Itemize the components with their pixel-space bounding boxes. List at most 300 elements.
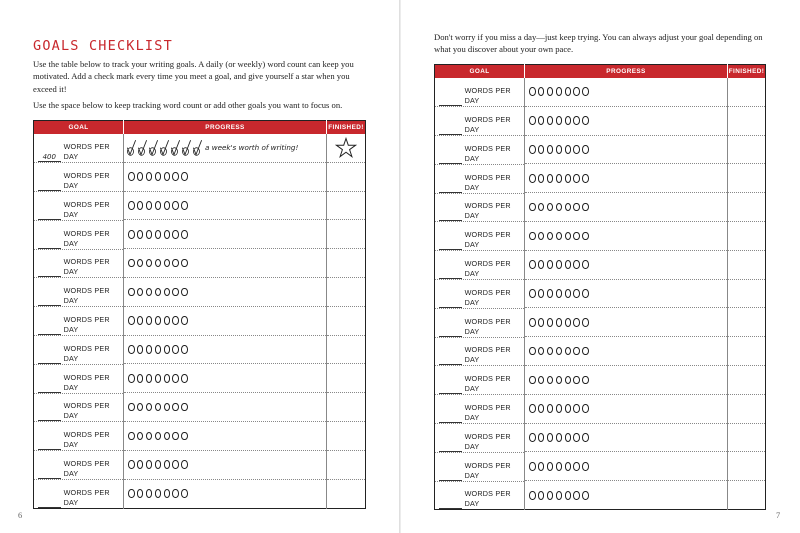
progress-circle[interactable] — [172, 230, 179, 239]
progress-circle[interactable] — [582, 87, 589, 96]
progress-circle[interactable] — [181, 432, 188, 441]
progress-circle[interactable] — [137, 172, 144, 181]
progress-circle[interactable] — [155, 259, 162, 268]
progress-circles — [525, 462, 727, 471]
progress-cell — [124, 450, 327, 479]
progress-circle[interactable] — [556, 347, 563, 356]
word-count-field[interactable] — [38, 440, 61, 450]
progress-circle[interactable] — [538, 260, 545, 269]
progress-circle[interactable] — [538, 376, 545, 385]
progress-circle[interactable] — [155, 230, 162, 239]
progress-circle[interactable] — [529, 462, 536, 471]
progress-circle[interactable] — [529, 376, 536, 385]
word-count-field[interactable] — [38, 239, 61, 249]
progress-circle[interactable] — [128, 288, 135, 297]
progress-circle[interactable] — [155, 201, 162, 210]
goal-cell — [34, 450, 123, 479]
progress-circle[interactable] — [529, 404, 536, 413]
progress-circle[interactable] — [582, 376, 589, 385]
progress-circle[interactable] — [529, 433, 536, 442]
progress-circle[interactable] — [556, 404, 563, 413]
progress-circle[interactable] — [137, 316, 144, 325]
progress-circle[interactable] — [582, 232, 589, 241]
word-count-field[interactable] — [439, 442, 462, 452]
progress-circle[interactable] — [565, 491, 572, 500]
progress-circle[interactable] — [128, 316, 135, 325]
word-count-field[interactable] — [439, 384, 462, 394]
finished-cell[interactable] — [327, 277, 366, 306]
progress-circle[interactable] — [538, 433, 545, 442]
encouragement-paragraph: Don't worry if you miss a day—just keep trying. You can always adjust your goal depending on what you discover about your own pace. — [434, 32, 763, 55]
progress-circle[interactable] — [155, 172, 162, 181]
progress-circle[interactable] — [146, 489, 153, 498]
progress-circle[interactable] — [128, 172, 135, 181]
goal-cell — [34, 134, 123, 163]
progress-circle[interactable] — [573, 232, 580, 241]
table-row — [435, 106, 766, 135]
progress-circle[interactable] — [556, 145, 563, 154]
progress-circle[interactable] — [164, 432, 171, 441]
progress-circle[interactable] — [556, 318, 563, 327]
progress-circle[interactable] — [573, 318, 580, 327]
progress-circle[interactable] — [565, 87, 572, 96]
progress-circle[interactable] — [137, 432, 144, 441]
progress-circle[interactable] — [172, 403, 179, 412]
progress-circle[interactable] — [137, 460, 144, 469]
progress-circle[interactable] — [146, 345, 153, 354]
progress-circle[interactable] — [538, 404, 545, 413]
word-count-field[interactable] — [439, 327, 462, 337]
finished-cell[interactable] — [327, 249, 366, 278]
progress-circle[interactable] — [547, 289, 554, 298]
goal-unit-label: WORDS PER DAY — [464, 345, 511, 365]
progress-circle[interactable] — [172, 374, 179, 383]
progress-circle[interactable] — [529, 116, 536, 125]
progress-circle[interactable] — [547, 404, 554, 413]
progress-circle[interactable] — [164, 288, 171, 297]
progress-circle[interactable] — [172, 345, 179, 354]
finished-cell[interactable] — [327, 335, 366, 364]
page-number: 6 — [18, 511, 23, 520]
progress-circles — [124, 489, 326, 498]
progress-circle[interactable] — [556, 87, 563, 96]
table-row — [435, 423, 766, 452]
progress-circle[interactable] — [128, 374, 135, 383]
progress-circle[interactable] — [556, 260, 563, 269]
progress-circle[interactable] — [137, 345, 144, 354]
progress-circle[interactable] — [582, 145, 589, 154]
progress-cell — [124, 162, 327, 191]
goal-unit-label: WORDS PER DAY — [464, 259, 511, 279]
progress-circle[interactable] — [164, 201, 171, 210]
progress-circle[interactable] — [556, 376, 563, 385]
progress-circle[interactable] — [164, 374, 171, 383]
progress-circle[interactable] — [582, 404, 589, 413]
progress-circle[interactable] — [538, 462, 545, 471]
progress-circle[interactable] — [146, 288, 153, 297]
progress-circle[interactable] — [582, 462, 589, 471]
word-count-field[interactable] — [439, 269, 462, 279]
progress-circle[interactable] — [146, 259, 153, 268]
progress-circle[interactable] — [181, 230, 188, 239]
goal-cell — [34, 479, 123, 508]
word-count-field[interactable] — [38, 498, 61, 508]
progress-circle[interactable] — [181, 316, 188, 325]
progress-circle[interactable] — [538, 203, 545, 212]
progress-circle[interactable] — [538, 318, 545, 327]
word-count-field[interactable] — [38, 411, 61, 421]
goal-cell — [34, 249, 123, 278]
progress-circle[interactable] — [172, 172, 179, 181]
progress-circle[interactable] — [146, 230, 153, 239]
progress-circle[interactable] — [556, 232, 563, 241]
progress-circle[interactable] — [146, 172, 153, 181]
progress-circle[interactable] — [573, 404, 580, 413]
progress-circle[interactable] — [164, 403, 171, 412]
finished-cell[interactable] — [327, 364, 366, 393]
word-count-field[interactable] — [439, 355, 462, 365]
progress-circles — [124, 374, 326, 383]
progress-circle[interactable] — [164, 316, 171, 325]
progress-cell — [525, 481, 728, 510]
word-count-field[interactable] — [439, 125, 462, 135]
word-count-field[interactable] — [439, 413, 462, 423]
finished-cell[interactable] — [327, 220, 366, 249]
progress-circle[interactable] — [155, 288, 162, 297]
progress-circle[interactable] — [565, 174, 572, 183]
progress-circle[interactable] — [181, 460, 188, 469]
progress-circle[interactable] — [155, 374, 162, 383]
progress-circle[interactable] — [573, 347, 580, 356]
progress-circle[interactable] — [137, 489, 144, 498]
finished-cell[interactable] — [327, 421, 366, 450]
progress-circle[interactable] — [556, 289, 563, 298]
progress-circle[interactable] — [146, 460, 153, 469]
progress-circles — [124, 432, 326, 441]
progress-circle[interactable] — [137, 259, 144, 268]
progress-circle[interactable] — [547, 87, 554, 96]
progress-circle[interactable] — [547, 232, 554, 241]
word-count-field[interactable] — [38, 325, 61, 335]
progress-circle[interactable] — [556, 462, 563, 471]
progress-circle[interactable] — [573, 87, 580, 96]
goal-unit-label: WORDS PER DAY — [464, 115, 511, 135]
progress-circle[interactable] — [155, 345, 162, 354]
finished-cell[interactable] — [728, 308, 766, 337]
progress-circle[interactable] — [164, 230, 171, 239]
progress-circle[interactable] — [181, 172, 188, 181]
progress-circle[interactable] — [547, 491, 554, 500]
progress-circle[interactable] — [582, 318, 589, 327]
progress-cell — [525, 423, 728, 452]
progress-circle[interactable] — [547, 318, 554, 327]
progress-circle[interactable] — [582, 491, 589, 500]
word-count-field[interactable] — [439, 471, 462, 481]
progress-circle[interactable] — [547, 174, 554, 183]
progress-circle[interactable] — [172, 432, 179, 441]
progress-cell — [124, 277, 327, 306]
progress-circle[interactable] — [172, 259, 179, 268]
progress-circle[interactable] — [538, 145, 545, 154]
word-count-field[interactable] — [38, 354, 61, 364]
word-count-field[interactable]: 400 — [38, 152, 61, 162]
progress-circle[interactable] — [128, 259, 135, 268]
progress-circle[interactable] — [573, 289, 580, 298]
finished-cell[interactable] — [728, 78, 766, 107]
progress-circle[interactable] — [128, 460, 135, 469]
finished-cell[interactable] — [728, 423, 766, 452]
progress-circle[interactable] — [556, 203, 563, 212]
progress-circle[interactable] — [164, 460, 171, 469]
progress-circle[interactable] — [565, 376, 572, 385]
finished-cell[interactable] — [728, 164, 766, 193]
goal-unit-label: WORDS PER DAY — [464, 86, 511, 106]
check-marks — [124, 139, 326, 157]
header-finished: FINISHED! — [728, 65, 766, 78]
finished-cell[interactable] — [327, 134, 366, 163]
word-count-field[interactable] — [38, 469, 61, 479]
finished-cell[interactable] — [327, 306, 366, 335]
progress-circle[interactable] — [547, 203, 554, 212]
goal-unit-label: WORDS PER DAY — [464, 230, 511, 250]
progress-circles — [525, 174, 727, 183]
progress-circle[interactable] — [172, 489, 179, 498]
progress-circle[interactable] — [582, 203, 589, 212]
progress-circle[interactable] — [556, 491, 563, 500]
finished-cell[interactable] — [728, 250, 766, 279]
progress-circle[interactable] — [164, 172, 171, 181]
progress-circle[interactable] — [181, 288, 188, 297]
finished-cell[interactable] — [327, 393, 366, 422]
progress-cell — [525, 193, 728, 222]
word-count-field[interactable] — [439, 211, 462, 221]
progress-circle[interactable] — [172, 201, 179, 210]
progress-circle[interactable] — [181, 374, 188, 383]
progress-circle[interactable] — [565, 232, 572, 241]
word-count-field[interactable] — [38, 296, 61, 306]
header-goal: GOAL — [34, 121, 124, 134]
progress-circle[interactable] — [128, 345, 135, 354]
progress-circle[interactable] — [146, 403, 153, 412]
finished-cell[interactable] — [327, 479, 366, 508]
progress-circle[interactable] — [573, 491, 580, 500]
progress-circle[interactable] — [538, 174, 545, 183]
progress-circle[interactable] — [556, 174, 563, 183]
progress-circle[interactable] — [565, 116, 572, 125]
progress-circle[interactable] — [573, 260, 580, 269]
goal-unit-label: WORDS PER DAY — [63, 257, 110, 277]
progress-cell — [525, 164, 728, 193]
goal-cell — [34, 335, 123, 364]
progress-circles — [525, 232, 727, 241]
progress-circle[interactable] — [547, 462, 554, 471]
finished-cell[interactable] — [728, 365, 766, 394]
finished-cell[interactable] — [728, 337, 766, 366]
progress-circle[interactable] — [529, 232, 536, 241]
progress-circles — [525, 404, 727, 413]
progress-circle[interactable] — [529, 318, 536, 327]
progress-circle[interactable] — [582, 433, 589, 442]
progress-circle[interactable] — [582, 116, 589, 125]
word-count-field[interactable] — [439, 240, 462, 250]
word-count-field[interactable] — [38, 383, 61, 393]
progress-circle[interactable] — [181, 489, 188, 498]
progress-circle[interactable] — [155, 403, 162, 412]
progress-circle[interactable] — [538, 232, 545, 241]
progress-circle[interactable] — [565, 260, 572, 269]
progress-circle[interactable] — [565, 433, 572, 442]
progress-circle[interactable] — [146, 432, 153, 441]
progress-circle[interactable] — [146, 316, 153, 325]
progress-cell — [525, 308, 728, 337]
progress-circle[interactable] — [137, 201, 144, 210]
progress-circle[interactable] — [565, 404, 572, 413]
progress-circle[interactable] — [172, 460, 179, 469]
goal-cell — [34, 220, 123, 249]
progress-cell — [124, 421, 327, 450]
progress-circle[interactable] — [547, 347, 554, 356]
progress-circle[interactable] — [529, 145, 536, 154]
word-count-field[interactable] — [439, 499, 462, 509]
progress-circles — [124, 316, 326, 325]
table-row — [435, 481, 766, 510]
progress-circle[interactable] — [146, 374, 153, 383]
progress-circle[interactable] — [538, 289, 545, 298]
finished-cell[interactable] — [728, 135, 766, 164]
word-count-field[interactable] — [439, 183, 462, 193]
progress-circle[interactable] — [137, 288, 144, 297]
progress-circle[interactable] — [128, 201, 135, 210]
progress-circle[interactable] — [181, 259, 188, 268]
progress-circle[interactable] — [565, 145, 572, 154]
progress-circle[interactable] — [529, 491, 536, 500]
goal-unit-label: WORDS PER DAY — [63, 142, 110, 162]
progress-circle[interactable] — [573, 116, 580, 125]
progress-circle[interactable] — [573, 174, 580, 183]
progress-circle[interactable] — [547, 145, 554, 154]
word-count-field[interactable] — [38, 267, 61, 277]
progress-circle[interactable] — [146, 201, 153, 210]
progress-circle[interactable] — [582, 174, 589, 183]
goal-unit-label: WORDS PER DAY — [464, 201, 511, 221]
progress-circles — [124, 403, 326, 412]
progress-circle[interactable] — [172, 316, 179, 325]
table-row — [34, 220, 366, 249]
progress-circle[interactable] — [538, 87, 545, 96]
progress-circle[interactable] — [565, 462, 572, 471]
progress-circle[interactable] — [582, 260, 589, 269]
progress-circle[interactable] — [137, 230, 144, 239]
progress-circle[interactable] — [181, 345, 188, 354]
table-row — [435, 279, 766, 308]
progress-circle[interactable] — [556, 116, 563, 125]
header-progress: PROGRESS — [525, 65, 728, 78]
progress-circle[interactable] — [573, 203, 580, 212]
progress-circle[interactable] — [582, 347, 589, 356]
progress-circle[interactable] — [164, 345, 171, 354]
goal-unit-label: WORDS PER DAY — [63, 459, 110, 479]
progress-circle[interactable] — [565, 203, 572, 212]
goal-unit-label: WORDS PER DAY — [464, 489, 511, 509]
progress-circle[interactable] — [155, 316, 162, 325]
finished-cell[interactable] — [728, 279, 766, 308]
page-number: 7 — [776, 511, 781, 520]
progress-circle[interactable] — [128, 432, 135, 441]
word-count-field[interactable] — [38, 210, 61, 220]
progress-circle[interactable] — [181, 403, 188, 412]
progress-circle[interactable] — [529, 203, 536, 212]
progress-circle[interactable] — [573, 376, 580, 385]
progress-circle[interactable] — [573, 433, 580, 442]
progress-circle[interactable] — [565, 347, 572, 356]
progress-circle[interactable] — [137, 403, 144, 412]
table-row — [34, 249, 366, 278]
progress-circle[interactable] — [181, 201, 188, 210]
progress-circle[interactable] — [547, 376, 554, 385]
finished-cell[interactable] — [327, 191, 366, 220]
goal-cell — [34, 421, 123, 450]
finished-cell[interactable] — [728, 452, 766, 481]
progress-circles — [525, 491, 727, 500]
progress-circle[interactable] — [547, 260, 554, 269]
progress-circle[interactable] — [529, 289, 536, 298]
progress-circle[interactable] — [164, 489, 171, 498]
progress-circle[interactable] — [529, 87, 536, 96]
progress-circle[interactable] — [582, 289, 589, 298]
finished-cell[interactable] — [728, 394, 766, 423]
word-count-field[interactable] — [38, 181, 61, 191]
progress-circle[interactable] — [547, 116, 554, 125]
progress-circle[interactable] — [155, 460, 162, 469]
progress-circle[interactable] — [137, 374, 144, 383]
progress-circle[interactable] — [547, 433, 554, 442]
progress-circle[interactable] — [155, 432, 162, 441]
word-count-field[interactable] — [439, 298, 462, 308]
table-row — [435, 135, 766, 164]
finished-cell[interactable] — [728, 481, 766, 510]
table-row — [435, 308, 766, 337]
progress-circle[interactable] — [556, 433, 563, 442]
progress-circle[interactable] — [565, 289, 572, 298]
progress-circle[interactable] — [128, 489, 135, 498]
finished-cell[interactable] — [728, 193, 766, 222]
finished-cell[interactable] — [728, 106, 766, 135]
progress-circle[interactable] — [529, 260, 536, 269]
progress-circle[interactable] — [573, 145, 580, 154]
progress-circles — [124, 230, 326, 239]
progress-circle[interactable] — [128, 230, 135, 239]
progress-circle[interactable] — [164, 259, 171, 268]
progress-circle[interactable] — [565, 318, 572, 327]
progress-circle[interactable] — [155, 489, 162, 498]
progress-circle[interactable] — [538, 116, 545, 125]
goal-unit-label: WORDS PER DAY — [464, 172, 511, 192]
finished-cell[interactable] — [327, 450, 366, 479]
progress-circle[interactable] — [128, 403, 135, 412]
progress-circle[interactable] — [538, 491, 545, 500]
progress-circle[interactable] — [538, 347, 545, 356]
word-count-field[interactable] — [439, 96, 462, 106]
finished-cell[interactable] — [728, 221, 766, 250]
finished-cell[interactable] — [327, 162, 366, 191]
word-count-field[interactable] — [439, 154, 462, 164]
progress-circle[interactable] — [529, 347, 536, 356]
table-row — [435, 78, 766, 107]
progress-circle[interactable] — [573, 462, 580, 471]
progress-circle[interactable] — [529, 174, 536, 183]
progress-circle[interactable] — [172, 288, 179, 297]
goal-cell — [34, 364, 123, 393]
